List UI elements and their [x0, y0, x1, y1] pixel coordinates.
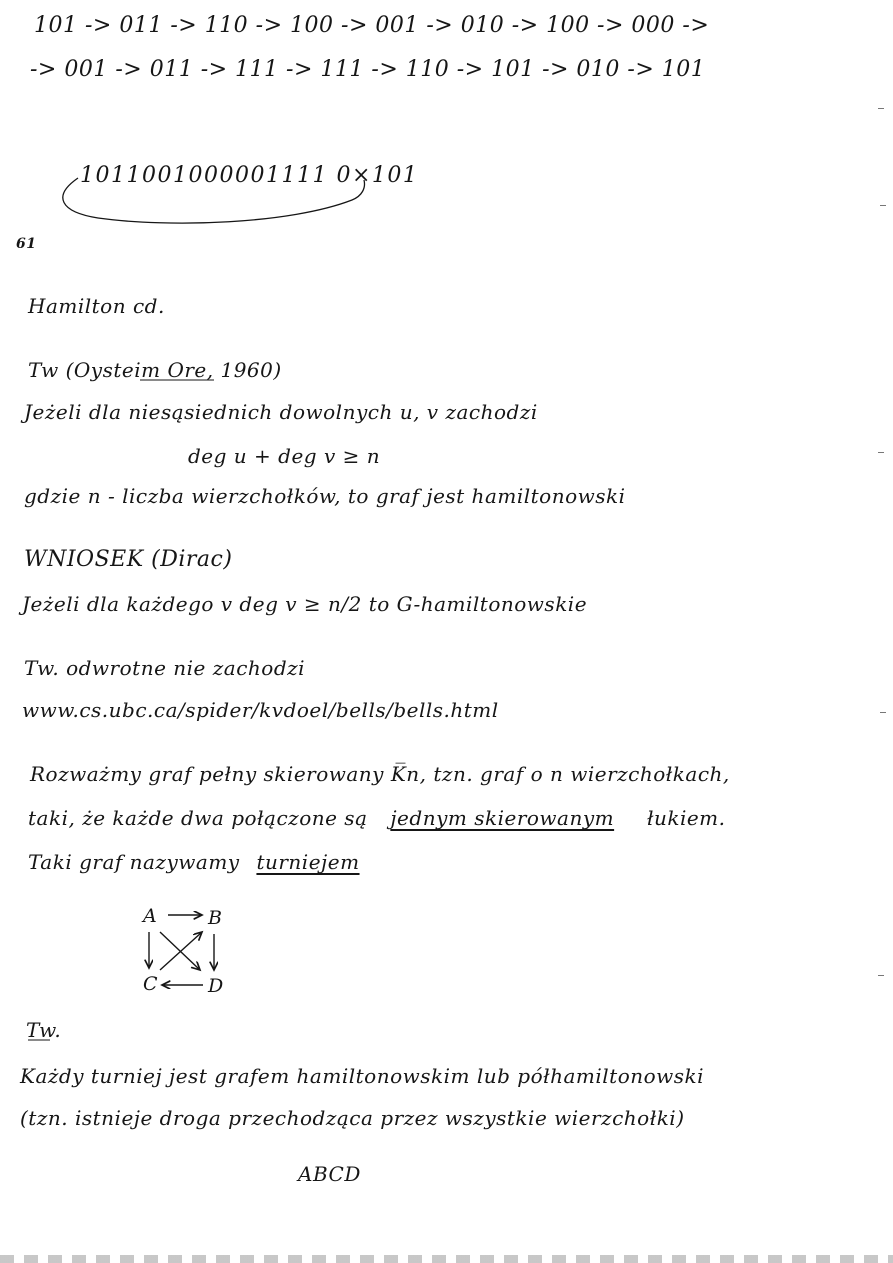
- tournament-line-1: Rozważmy graf pełny skierowany K̅n, tzn. graf o n wierzchołkach,: [30, 762, 730, 786]
- theorem-tournament-line-2: (tzn. istnieje droga przechodząca przez wszystkie wierzchołki): [20, 1106, 685, 1130]
- sequence-line-1: 101 -> 011 -> 110 -> 100 -> 001 -> 010 -> 100 -> 000 ->: [34, 13, 710, 38]
- theorem-ore-formula: deg u + deg v ≥ n: [188, 444, 381, 468]
- corollary-title: WNIOSEK (Dirac): [24, 547, 233, 572]
- section-title: Hamilton cd.: [28, 294, 165, 318]
- theorem-ore-line-1: Jeżeli dla niesąsiednich dowolnych u, v zachodzi: [24, 400, 538, 424]
- tournament-term: turniejem: [256, 850, 360, 874]
- tournament-line-2-end: łukiem.: [646, 806, 726, 830]
- theorem-tournament-title: Tw.: [26, 1018, 62, 1042]
- tournament-line-3-start: Taki graf nazywamy: [28, 850, 240, 874]
- margin-mark: 61: [16, 236, 37, 252]
- tournament-line-2-underlined: jednym skierowanym: [390, 806, 615, 830]
- tournament-line-2-start: taki, że każde dwa połączone są: [28, 806, 368, 830]
- theorem-tournament-line-1: Każdy turniej jest grafem hamiltonowskim lub półhamiltonowski: [20, 1064, 705, 1088]
- scan-artifact: [878, 975, 884, 976]
- hamiltonian-path-label: ABCD: [298, 1162, 361, 1186]
- sequence-line-2: -> 001 -> 011 -> 111 -> 111 -> 110 -> 101 -> 010 -> 101: [30, 57, 706, 82]
- scan-artifact: [878, 452, 884, 453]
- cycle-loop-stroke: [63, 178, 365, 223]
- vertex-a-label: A: [143, 905, 157, 927]
- theorem-ore-title: Tw (Oysteim Ore, 1960): [28, 358, 282, 382]
- reference-url: www.cs.ubc.ca/spider/kvdoel/bells/bells.html: [22, 698, 499, 722]
- scan-artifact: [878, 108, 884, 109]
- corollary-line-1: Jeżeli dla każdego v deg v ≥ n/2 to G-hamiltonowskie: [22, 592, 588, 616]
- scan-edge-artifact: [0, 1255, 893, 1263]
- vertex-d-label: D: [208, 975, 224, 997]
- scan-artifact: [880, 205, 886, 206]
- vertex-c-label: C: [143, 973, 158, 995]
- scan-artifact: [880, 712, 886, 713]
- cycle-string: 1011001000001111 0×101: [80, 163, 419, 188]
- theorem-ore-line-2: gdzie n - liczba wierzchołków, to graf jest hamiltonowski: [24, 484, 626, 508]
- converse-statement: Tw. odwrotne nie zachodzi: [24, 656, 306, 680]
- vertex-b-label: B: [208, 907, 222, 929]
